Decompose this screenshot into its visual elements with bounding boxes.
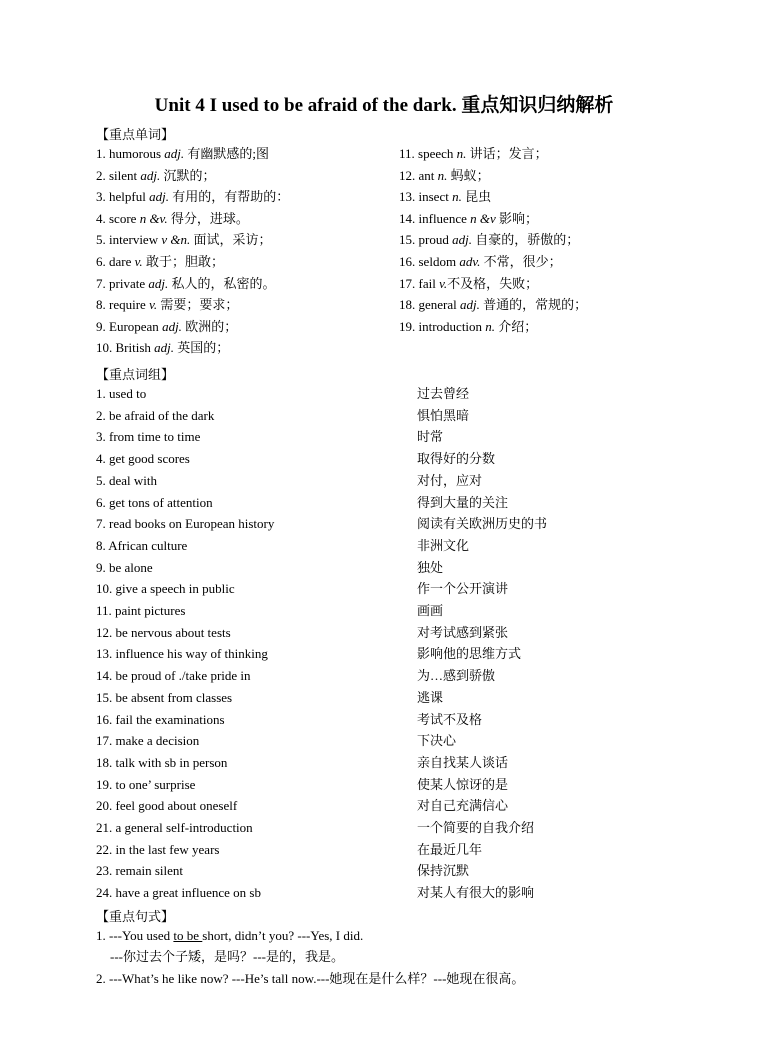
vocab-meaning: 影响；	[495, 210, 539, 226]
vocab-meaning: 不及格，失败；	[447, 275, 539, 291]
vocab-meaning: 有幽默感的;图	[184, 146, 269, 161]
vocab-meaning: 蚂蚁；	[447, 167, 490, 183]
phrase-chinese: 保持沉默	[417, 863, 470, 879]
phrase-english: 3. from time to time	[96, 429, 201, 445]
vocab-part-of-speech: v &n.	[161, 232, 191, 248]
vocab-number: 16.	[399, 254, 419, 269]
vocab-item	[399, 232, 579, 248]
phrase-chinese: 对考试感到紧张	[417, 624, 509, 640]
vocab-word: European	[109, 318, 159, 334]
vocab-part-of-speech: adj.	[148, 275, 169, 291]
sentence-1-underlined: to be	[173, 928, 203, 943]
vocab-word: silent	[109, 167, 138, 183]
vocab-part-of-speech: v.	[134, 254, 143, 269]
vocab-part-of-speech: n.	[437, 167, 448, 183]
phrase-english: 22. in the last few years	[96, 841, 220, 857]
vocab-word: ant	[418, 167, 435, 183]
vocab-part-of-speech: n.	[485, 318, 496, 334]
vocab-item	[96, 211, 249, 227]
vocab-part-of-speech: adj.	[162, 318, 182, 334]
vocab-word: humorous	[109, 146, 161, 161]
phrase-chinese: 对某人有很大的影响	[417, 885, 535, 901]
phrase-chinese: 取得好的分数	[417, 451, 496, 467]
vocab-item	[96, 254, 224, 270]
vocab-part-of-speech: adj.	[149, 189, 169, 205]
phrase-chinese: 非洲文化	[417, 537, 470, 553]
vocab-number: 12.	[399, 167, 419, 183]
phrase-english: 17. make a decision	[96, 733, 200, 749]
vocab-part-of-speech: n.	[452, 189, 462, 205]
phrase-english: 23. remain silent	[96, 863, 184, 879]
vocab-word: helpful	[109, 189, 146, 205]
sentence-1-start: 1. ---You used	[96, 928, 174, 943]
vocab-word: fail	[418, 275, 436, 291]
vocab-item	[96, 276, 275, 292]
vocab-word: seldom	[418, 254, 457, 269]
vocab-number: 1.	[96, 146, 109, 161]
phrase-chinese: 一个简要的自我介绍	[417, 820, 535, 835]
vocab-number: 13.	[399, 189, 419, 205]
vocab-meaning: 讲话；发言；	[466, 146, 548, 161]
vocab-part-of-speech: adj.	[154, 340, 175, 356]
vocab-part-of-speech: v.	[439, 275, 448, 291]
vocab-number: 9.	[96, 318, 109, 334]
vocab-number: 3.	[96, 189, 109, 205]
vocab-word: private	[109, 275, 146, 291]
vocab-item	[399, 254, 562, 270]
vocab-meaning: 敢于；胆敢；	[142, 254, 224, 269]
page-title: Unit 4 I used to be afraid of the dark. 重点知识归纳解析	[154, 95, 614, 116]
sentence-1	[96, 928, 363, 944]
vocab-item	[96, 232, 272, 248]
vocab-number: 11.	[399, 146, 419, 161]
vocab-meaning: 面试，采访；	[190, 232, 272, 248]
phrase-chinese: 阅读有关欧洲历史的书	[417, 516, 548, 532]
phrase-english: 9. be alone	[96, 559, 153, 575]
phrase-chinese: 影响他的思维方式	[417, 646, 522, 662]
phrase-english: 6. get tons of attention	[96, 494, 213, 510]
phrase-chinese: 独处	[417, 559, 444, 575]
vocab-number: 8.	[96, 297, 109, 313]
section-heading-sentences: 【重点句式】	[96, 909, 175, 924]
vocab-meaning: 有用的，有帮助的：	[168, 189, 290, 205]
vocab-number: 17.	[399, 275, 419, 291]
phrase-chinese: 对付，应对	[417, 472, 483, 488]
vocab-item	[96, 319, 237, 335]
phrase-english: 14. be proud of ./take pride in	[96, 668, 251, 684]
vocab-part-of-speech: adj.	[452, 232, 472, 248]
vocab-part-of-speech: adj.	[164, 146, 185, 161]
vocab-part-of-speech: adv.	[459, 254, 481, 269]
phrase-chinese: 下决心	[417, 733, 457, 749]
vocab-item	[96, 146, 269, 162]
section-heading-words: 【重点单词】	[96, 127, 175, 142]
phrase-chinese: 过去曾经	[417, 386, 470, 401]
phrase-english: 13. influence his way of thinking	[96, 646, 268, 662]
sentence-2: 2. ---What’s he like now? ---He’s tall now.---她现在是什么样？---她现在很高。	[96, 971, 525, 986]
vocab-part-of-speech: adj.	[140, 167, 161, 183]
phrase-english: 21. a general self-introduction	[96, 820, 253, 835]
phrase-chinese: 作一个公开演讲	[417, 581, 509, 597]
vocab-part-of-speech: n &v	[470, 210, 496, 226]
vocab-item	[96, 340, 229, 356]
phrase-english: 24. have a great influence on sb	[96, 885, 261, 901]
vocab-item	[399, 189, 491, 205]
vocab-part-of-speech: n.	[456, 146, 467, 161]
vocab-word: introduction	[418, 318, 483, 334]
vocab-meaning: 欧洲的；	[181, 318, 238, 334]
vocab-meaning: 自豪的，骄傲的；	[471, 232, 580, 248]
phrase-english: 18. talk with sb in person	[96, 754, 228, 770]
vocab-part-of-speech: v.	[149, 297, 158, 313]
vocab-word: British	[115, 340, 151, 356]
phrase-english: 10. give a speech in public	[96, 581, 235, 597]
vocab-meaning: 沉默的；	[160, 167, 216, 183]
vocab-item	[399, 276, 538, 292]
vocab-item	[399, 319, 537, 335]
vocab-word: influence	[418, 210, 467, 226]
vocab-word: proud	[418, 232, 449, 248]
phrase-english: 8. African culture	[96, 537, 188, 553]
vocab-word: require	[109, 297, 146, 313]
vocab-item	[399, 168, 490, 184]
vocab-meaning: 得分，进球。	[167, 210, 249, 226]
phrase-chinese: 为…感到骄傲	[417, 668, 496, 684]
vocab-item	[96, 168, 216, 184]
vocab-meaning: 昆虫	[461, 189, 492, 205]
section-heading-phrases: 【重点词组】	[96, 367, 175, 382]
vocab-item	[399, 297, 587, 313]
vocab-word: speech	[418, 146, 454, 161]
phrase-english: 20. feel good about oneself	[96, 798, 238, 814]
phrase-english: 7. read books on European history	[96, 516, 275, 532]
vocab-number: 19.	[399, 318, 419, 334]
sentence-1-end: short, didn’t you? ---Yes, I did.	[202, 928, 364, 943]
phrase-chinese: 画画	[417, 603, 444, 618]
vocab-number: 7.	[96, 275, 109, 291]
vocab-meaning: 英国的；	[174, 340, 230, 356]
phrase-english: 12. be nervous about tests	[96, 624, 231, 640]
phrase-chinese: 时常	[417, 429, 444, 445]
vocab-word: dare	[109, 254, 132, 269]
phrase-chinese: 对自己充满信心	[417, 798, 509, 814]
vocab-number: 10.	[96, 340, 116, 356]
phrase-chinese: 考试不及格	[417, 711, 483, 727]
phrase-english: 15. be absent from classes	[96, 689, 233, 705]
phrase-english: 1. used to	[96, 386, 147, 401]
phrase-chinese: 惧怕黑暗	[417, 407, 470, 423]
vocab-meaning: 不常，很少；	[480, 254, 562, 269]
phrase-english: 5. deal with	[96, 472, 158, 488]
vocab-meaning: 普通的，常规的；	[479, 297, 588, 313]
vocab-word: interview	[109, 232, 159, 248]
phrase-chinese: 亲自找某人谈话	[417, 754, 509, 770]
vocab-number: 5.	[96, 232, 109, 248]
vocab-item	[96, 297, 238, 313]
vocab-number: 15.	[399, 232, 419, 248]
vocab-item	[399, 211, 538, 227]
vocab-word: score	[109, 210, 137, 226]
vocab-item	[96, 189, 289, 205]
vocab-number: 4.	[96, 210, 109, 226]
phrase-chinese: 使某人惊讶的是	[417, 776, 509, 792]
vocab-meaning: 介绍；	[495, 318, 538, 334]
phrase-english: 11. paint pictures	[96, 603, 186, 618]
phrase-english: 16. fail the examinations	[96, 711, 225, 727]
vocab-number: 6.	[96, 254, 109, 269]
phrase-english: 4. get good scores	[96, 451, 190, 467]
vocab-part-of-speech: adj.	[460, 297, 480, 313]
sentence-1-translation: ---你过去个子矮，是吗？---是的，我是。	[110, 949, 344, 964]
phrase-english: 2. be afraid of the dark	[96, 407, 215, 423]
phrase-english: 19. to one’ surprise	[96, 776, 196, 792]
vocab-number: 2.	[96, 167, 109, 183]
phrase-chinese: 逃课	[417, 689, 444, 705]
vocab-meaning: 需要；要求；	[157, 297, 239, 313]
vocab-part-of-speech: n &v.	[139, 210, 168, 226]
vocab-word: insect	[418, 189, 449, 205]
vocab-meaning: 私人的，私密的。	[168, 275, 276, 291]
phrase-chinese: 在最近几年	[417, 841, 483, 857]
vocab-item	[399, 146, 548, 162]
vocab-number: 18.	[399, 297, 419, 313]
vocab-word: general	[418, 297, 457, 313]
vocab-number: 14.	[399, 210, 419, 226]
phrase-chinese: 得到大量的关注	[417, 494, 509, 510]
